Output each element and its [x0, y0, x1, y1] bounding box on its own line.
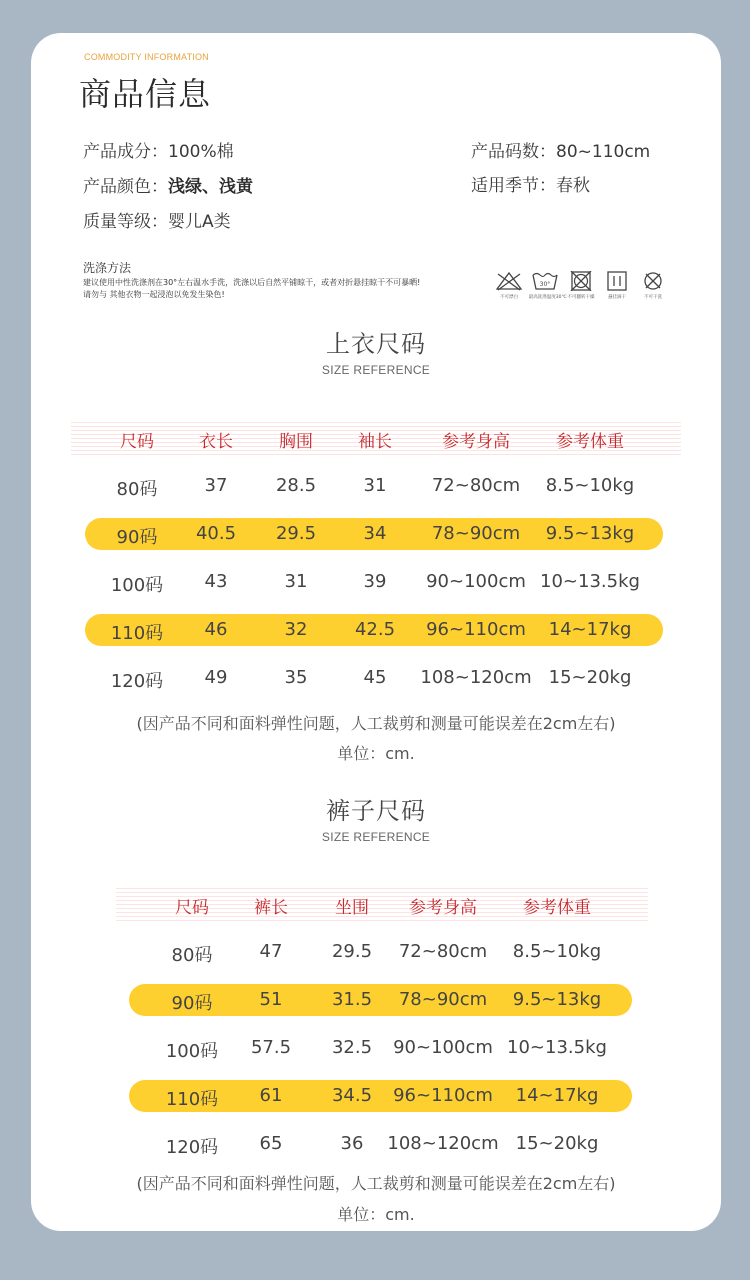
grade-label: 质量等级： [83, 212, 168, 232]
table-header-cell: 参考身高 [409, 898, 477, 918]
no-bleach-label: 不可漂白 [499, 294, 518, 300]
table-cell: 31.5 [331, 989, 373, 1010]
table-cell: 35 [284, 667, 308, 688]
table-cell: 8.5~10kg [545, 475, 635, 496]
table-cell: 65 [259, 1133, 283, 1154]
product-info-card [31, 33, 721, 1231]
table-cell: 46 [204, 619, 228, 640]
care-symbols [491, 271, 681, 305]
no-tumble-dry-label: 不可翻转干燥 [567, 294, 595, 300]
care-item-hang-dry [599, 271, 635, 300]
table-cell: 96~110cm [426, 619, 526, 640]
table-cell: 15~20kg [515, 1133, 599, 1154]
table-cell: 10~13.5kg [540, 571, 640, 592]
care-item-no-hand-wash [635, 271, 671, 300]
table-cell: 108~120cm [420, 667, 532, 688]
no-tumble-dry-icon [567, 271, 595, 291]
table-header-cell: 参考体重 [523, 898, 591, 918]
commodity-information-label: COMMODITY INFORMATION [84, 52, 209, 62]
table-cell: 37 [204, 475, 228, 496]
table-cell: 96~110cm [393, 1085, 493, 1106]
sizes-label: 产品码数： [471, 142, 556, 162]
washing-instructions [83, 277, 420, 301]
composition-label: 产品成分： [83, 142, 168, 162]
table-header-cell: 坐围 [335, 898, 369, 918]
composition-info [83, 137, 234, 162]
table-cell: 31 [363, 475, 387, 496]
table-cell: 14~17kg [515, 1085, 599, 1106]
table-cell: 61 [259, 1085, 283, 1106]
table-cell: 100码 [110, 575, 164, 596]
no-bleach-icon [495, 271, 523, 291]
table-cell: 32.5 [331, 1037, 373, 1058]
wash-30-icon [531, 271, 559, 291]
table-header-cell: 衣长 [199, 432, 233, 452]
table-cell: 78~90cm [398, 989, 488, 1010]
top-table-subtitle: SIZE REFERENCE [321, 363, 431, 377]
table-cell: 72~80cm [431, 475, 521, 496]
table-header-cell: 参考身高 [442, 432, 510, 452]
pants-table-title: 裤子尺码 [326, 797, 426, 825]
table-cell: 39 [363, 571, 387, 592]
table-cell: 108~120cm [387, 1133, 499, 1154]
table-cell: 8.5~10kg [512, 941, 602, 962]
top-table-title: 上衣尺码 [326, 330, 426, 358]
table-header-cell: 胸围 [279, 432, 313, 452]
composition-value: 100%棉 [168, 142, 234, 162]
table-cell: 110码 [165, 1089, 219, 1110]
grade-value: 婴儿A类 [168, 212, 231, 232]
table-cell: 34.5 [331, 1085, 373, 1106]
pants-table-note: (因产品不同和面料弹性问题，人工裁剪和测量可能误差在2cm左右) [136, 1174, 616, 1193]
wash-30-label: 最高洗涤温度30℃ [528, 294, 567, 300]
no-hand-wash-icon [639, 271, 667, 291]
table-cell: 29.5 [275, 523, 317, 544]
table-cell: 15~20kg [548, 667, 632, 688]
care-item-no-bleach [491, 271, 527, 300]
color-value: 浅绿、浅黄 [168, 177, 253, 197]
table-cell: 90码 [171, 993, 213, 1014]
table-cell: 40.5 [195, 523, 237, 544]
table-header-cell: 袖长 [358, 432, 392, 452]
table-header-cell: 参考体重 [556, 432, 624, 452]
table-cell: 90码 [116, 527, 158, 548]
color-info [83, 172, 253, 197]
no-hand-wash-label: 不可干洗 [643, 294, 662, 300]
season-info [471, 171, 590, 196]
table-cell: 45 [363, 667, 387, 688]
pants-table-unit: 单位：cm. [337, 1205, 415, 1224]
table-cell: 36 [340, 1133, 364, 1154]
table-cell: 32 [284, 619, 308, 640]
table-cell: 42.5 [354, 619, 396, 640]
table-cell: 57.5 [250, 1037, 292, 1058]
season-label: 适用季节： [471, 176, 556, 196]
table-cell: 31 [284, 571, 308, 592]
table-cell: 9.5~13kg [512, 989, 602, 1010]
top-table-note: (因产品不同和面料弹性问题，人工裁剪和测量可能误差在2cm左右) [136, 714, 616, 733]
table-cell: 72~80cm [398, 941, 488, 962]
care-item-wash-30 [527, 271, 567, 300]
washing-title: 洗涤方法 [83, 261, 132, 275]
table-cell: 90~100cm [426, 571, 526, 592]
table-cell: 47 [259, 941, 283, 962]
hang-dry-icon [603, 271, 631, 291]
sizes-value: 80~110cm [556, 142, 651, 162]
table-cell: 78~90cm [431, 523, 521, 544]
table-header-cell: 尺码 [175, 898, 209, 918]
washing-line-2: 请勿与 其他衣物一起浸泡以免发生染色! [83, 290, 225, 299]
color-label: 产品颜色： [83, 177, 168, 197]
table-cell: 80码 [116, 479, 158, 500]
wash-30-mark: 30° [539, 281, 551, 288]
page-title: 商品信息 [79, 75, 212, 113]
table-header-cell: 尺码 [120, 432, 154, 452]
table-cell: 120码 [110, 671, 164, 692]
table-cell: 10~13.5kg [507, 1037, 607, 1058]
table-cell: 34 [363, 523, 387, 544]
table-cell: 29.5 [331, 941, 373, 962]
table-cell: 90~100cm [393, 1037, 493, 1058]
pants-table-subtitle: SIZE REFERENCE [321, 830, 431, 844]
table-cell: 43 [204, 571, 228, 592]
table-cell: 49 [204, 667, 228, 688]
table-cell: 120码 [165, 1137, 219, 1158]
table-cell: 14~17kg [548, 619, 632, 640]
care-item-no-tumble-dry [563, 271, 599, 300]
table-header-cell: 裤长 [254, 898, 288, 918]
table-cell: 100码 [165, 1041, 219, 1062]
grade-info [83, 207, 231, 232]
table-cell: 51 [259, 989, 283, 1010]
top-table-unit: 单位：cm. [337, 744, 415, 763]
season-value: 春秋 [556, 176, 590, 196]
table-cell: 80码 [171, 945, 213, 966]
table-cell: 9.5~13kg [545, 523, 635, 544]
washing-line-1: 建议使用中性洗涤剂在30°左右温水手洗，洗涤以后自然平铺晾干，或者对折悬挂晾干不可暴晒! [83, 278, 421, 287]
sizes-info [471, 137, 650, 162]
hang-dry-label: 悬挂滴干 [607, 294, 626, 300]
table-cell: 110码 [110, 623, 164, 644]
table-cell: 28.5 [275, 475, 317, 496]
